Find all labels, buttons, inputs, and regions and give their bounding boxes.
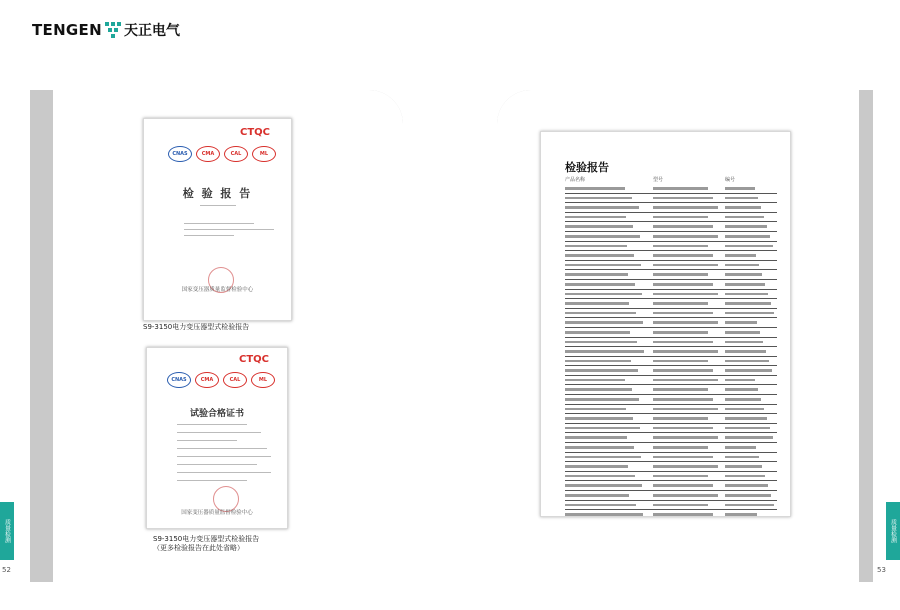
illegible-text	[565, 408, 626, 411]
text-line	[177, 480, 247, 481]
illegible-text	[653, 465, 718, 468]
table-row	[565, 462, 777, 472]
illegible-text	[725, 494, 771, 497]
ctqc-badge: CTQC	[240, 127, 270, 138]
illegible-text	[565, 312, 636, 315]
ctqc-badge: CTQC	[239, 354, 269, 365]
illegible-text	[653, 187, 708, 190]
table-row	[565, 453, 777, 463]
doc-title: 试验合格证书	[189, 409, 244, 419]
illegible-text	[653, 225, 713, 228]
illegible-text	[565, 350, 644, 353]
illegible-text	[565, 273, 628, 276]
illegible-text	[725, 302, 771, 305]
illegible-text	[565, 197, 632, 200]
illegible-text	[565, 254, 634, 257]
table-row	[565, 280, 777, 290]
illegible-text	[653, 206, 718, 209]
illegible-text	[565, 321, 643, 324]
illegible-text	[653, 360, 708, 363]
table-row	[565, 213, 777, 223]
table-row	[565, 491, 777, 501]
inspection-report-list	[540, 131, 791, 517]
brand-logo	[32, 20, 180, 40]
table-row	[565, 376, 777, 386]
illegible-text	[653, 197, 713, 200]
table-row	[565, 395, 777, 405]
cert-mark-icon: ML	[252, 146, 276, 162]
illegible-text	[725, 369, 772, 372]
illegible-text	[725, 417, 767, 420]
illegible-text	[653, 312, 713, 315]
table-row	[565, 242, 777, 252]
illegible-text	[565, 379, 625, 382]
illegible-text	[653, 331, 708, 334]
cert-marks	[167, 372, 275, 388]
col-header-number: 编号	[725, 177, 736, 183]
cert-mark-icon: CAL	[224, 146, 248, 162]
table-row	[565, 328, 777, 338]
illegible-text	[725, 484, 768, 487]
text-line	[177, 432, 261, 433]
page-number-left: 52	[2, 566, 11, 574]
illegible-text	[725, 206, 761, 209]
illegible-text	[565, 504, 636, 507]
test-certificate	[146, 347, 288, 529]
illegible-text	[653, 446, 708, 449]
illegible-text	[725, 225, 767, 228]
illegible-text	[653, 504, 708, 507]
text-line	[177, 448, 267, 449]
illegible-text	[725, 446, 756, 449]
illegible-text	[725, 312, 774, 315]
illegible-text	[725, 360, 769, 363]
illegible-text	[725, 245, 773, 248]
illegible-text	[725, 465, 762, 468]
doc-title: 检 验 报 告	[182, 187, 253, 200]
illegible-text	[653, 379, 718, 382]
table-row	[565, 472, 777, 482]
table-row	[565, 261, 777, 271]
illegible-text	[653, 245, 708, 248]
illegible-text	[725, 436, 773, 439]
text-line	[184, 229, 274, 230]
table-row	[565, 299, 777, 309]
illegible-text	[653, 235, 718, 238]
inspection-report-cover	[143, 118, 292, 321]
table-row	[565, 251, 777, 261]
illegible-text	[653, 417, 708, 420]
illegible-text	[725, 350, 766, 353]
issuing-org: 国家变压器质量监督检验中心	[181, 287, 254, 293]
illegible-text	[725, 513, 757, 516]
col-header-product: 产品名称	[565, 177, 586, 183]
illegible-text	[653, 321, 718, 324]
page-number-right: 53	[877, 566, 886, 574]
illegible-text	[565, 293, 642, 296]
table-row	[565, 232, 777, 242]
illegible-text	[653, 302, 708, 305]
illegible-text	[725, 331, 760, 334]
cert-mark-icon: CMA	[196, 146, 220, 162]
table-row	[565, 481, 777, 491]
report-title: 检验报告	[565, 161, 609, 174]
table-row	[565, 347, 777, 357]
text-line	[200, 205, 236, 206]
illegible-text	[725, 254, 756, 257]
illegible-text	[565, 494, 629, 497]
cert-mark-icon: CAL	[223, 372, 247, 388]
illegible-text	[565, 187, 625, 190]
illegible-text	[565, 283, 635, 286]
illegible-text	[725, 475, 765, 478]
illegible-text	[653, 341, 713, 344]
illegible-text	[565, 427, 640, 430]
illegible-text	[653, 398, 713, 401]
illegible-text	[653, 456, 713, 459]
text-line	[177, 424, 247, 425]
report-rows	[565, 184, 777, 517]
illegible-text	[725, 273, 762, 276]
illegible-text	[565, 264, 641, 267]
text-line	[177, 464, 257, 465]
illegible-text	[653, 513, 713, 516]
illegible-text	[565, 302, 629, 305]
illegible-text	[725, 341, 763, 344]
illegible-text	[725, 388, 758, 391]
table-row	[565, 443, 777, 453]
illegible-text	[653, 254, 713, 257]
table-row	[565, 338, 777, 348]
illegible-text	[565, 216, 626, 219]
illegible-text	[565, 225, 633, 228]
table-row	[565, 366, 777, 376]
illegible-text	[725, 379, 755, 382]
table-row	[565, 203, 777, 213]
illegible-text	[725, 235, 770, 238]
cert-mark-icon: CMA	[195, 372, 219, 388]
illegible-text	[565, 475, 635, 478]
illegible-text	[653, 273, 708, 276]
section-tab-left: 质量检测	[0, 502, 14, 560]
brand-name-cn: 天正电气	[123, 23, 180, 39]
illegible-text	[565, 465, 628, 468]
illegible-text	[565, 235, 640, 238]
table-row	[565, 385, 777, 395]
illegible-text	[725, 197, 758, 200]
illegible-text	[653, 350, 718, 353]
cert-mark-icon: CNAS	[168, 146, 192, 162]
illegible-text	[565, 398, 639, 401]
cert-mark-icon: CNAS	[167, 372, 191, 388]
illegible-text	[725, 427, 770, 430]
illegible-text	[653, 475, 708, 478]
illegible-text	[565, 341, 637, 344]
illegible-text	[653, 293, 718, 296]
table-row	[565, 357, 777, 367]
brand-name: TENGEN	[32, 21, 102, 39]
illegible-text	[565, 331, 630, 334]
illegible-text	[725, 187, 755, 190]
section-tab-right: 质量检测	[886, 502, 900, 560]
illegible-text	[565, 388, 632, 391]
table-row	[565, 309, 777, 319]
illegible-text	[725, 408, 764, 411]
table-row	[565, 510, 777, 517]
illegible-text	[565, 245, 627, 248]
table-row	[565, 270, 777, 280]
text-line	[184, 223, 254, 224]
table-row	[565, 424, 777, 434]
illegible-text	[653, 264, 718, 267]
illegible-text	[565, 206, 639, 209]
illegible-text	[565, 436, 627, 439]
illegible-text	[653, 484, 713, 487]
illegible-text	[725, 398, 761, 401]
illegible-text	[653, 216, 708, 219]
illegible-text	[565, 360, 631, 363]
text-line	[177, 456, 271, 457]
illegible-text	[565, 456, 641, 459]
table-row	[565, 405, 777, 415]
text-line	[177, 440, 237, 441]
table-row	[565, 414, 777, 424]
illegible-text	[725, 264, 759, 267]
illegible-text	[653, 494, 718, 497]
illegible-text	[653, 283, 713, 286]
table-row	[565, 501, 777, 511]
illegible-text	[725, 321, 757, 324]
illegible-text	[725, 456, 759, 459]
text-line	[184, 235, 234, 236]
table-row	[565, 433, 777, 443]
illegible-text	[653, 369, 713, 372]
cert-mark-icon: ML	[251, 372, 275, 388]
illegible-text	[565, 446, 634, 449]
doc2-caption-line2: （更多检验报告在此处省略）	[153, 544, 244, 552]
table-row	[565, 318, 777, 328]
col-header-model: 型号	[653, 177, 664, 183]
illegible-text	[725, 216, 764, 219]
illegible-text	[653, 436, 718, 439]
cert-marks	[168, 146, 276, 162]
table-row	[565, 184, 777, 194]
illegible-text	[565, 513, 643, 516]
table-row	[565, 194, 777, 204]
doc2-caption-line1: S9-3150电力变压器型式检验报告	[153, 535, 260, 543]
doc1-caption: S9-3150电力变压器型式检验报告	[143, 323, 250, 331]
illegible-text	[725, 283, 765, 286]
illegible-text	[725, 504, 774, 507]
illegible-text	[565, 369, 638, 372]
illegible-text	[653, 388, 708, 391]
text-line	[177, 472, 271, 473]
illegible-text	[653, 408, 718, 411]
illegible-text	[653, 427, 713, 430]
table-row	[565, 290, 777, 300]
issuing-org: 国家变压器质量监督检验中心	[181, 510, 253, 516]
tengen-mark-icon	[105, 22, 121, 38]
illegible-text	[725, 293, 768, 296]
table-row	[565, 222, 777, 232]
illegible-text	[565, 484, 642, 487]
illegible-text	[565, 417, 633, 420]
